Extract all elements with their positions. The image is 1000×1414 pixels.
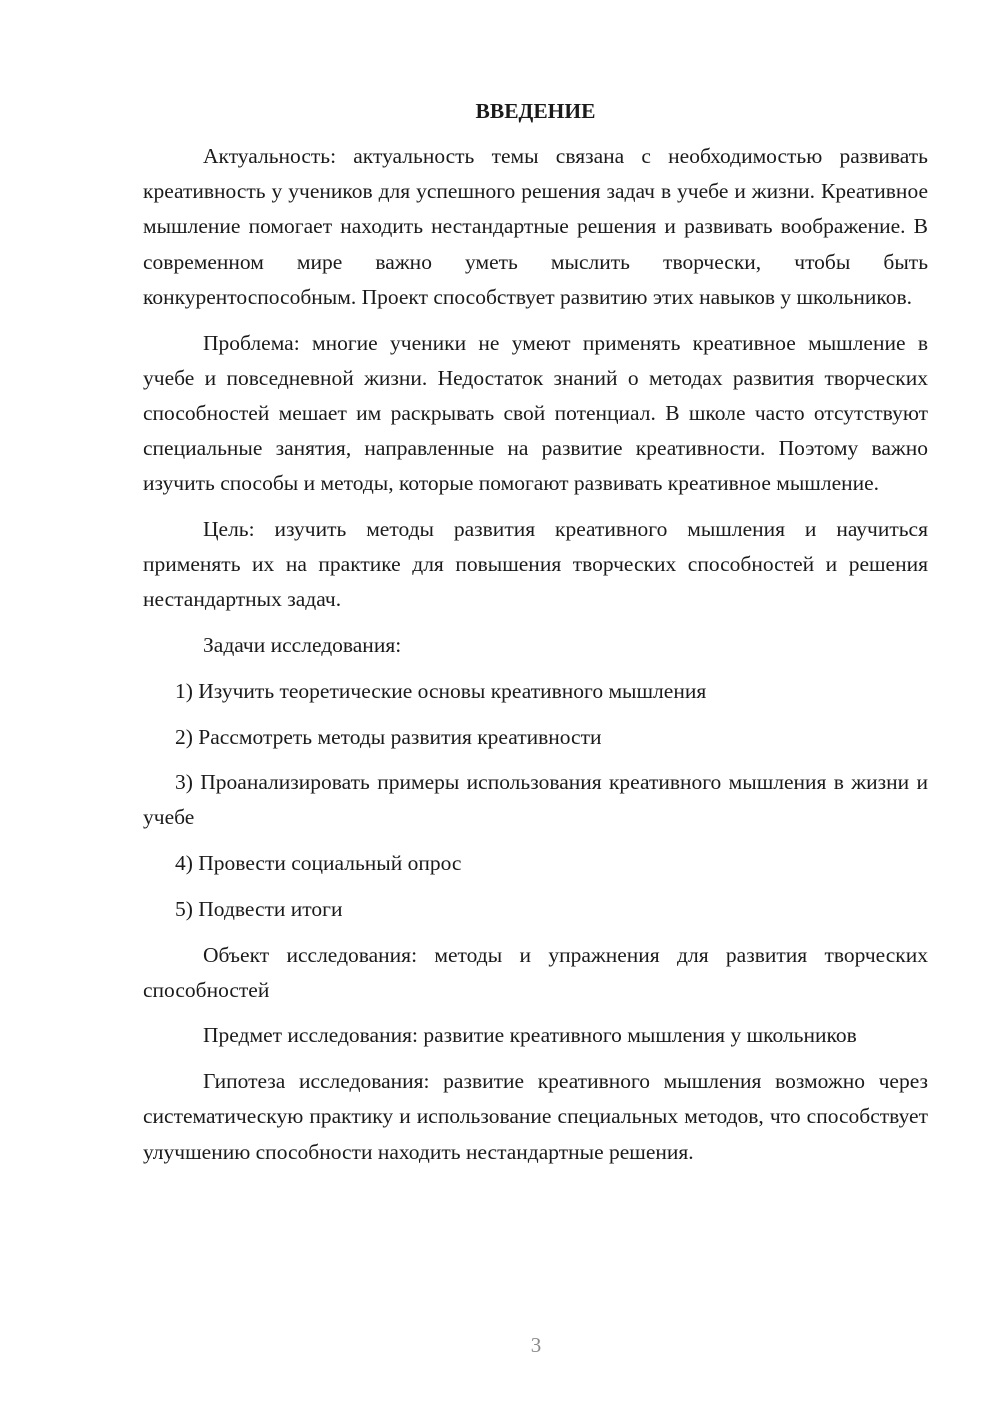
hypothesis-paragraph: Гипотеза исследования: развитие креативного мышления возможно через систематическую практику и использование специальных методов, что способствует улучшению способности находить нестандартные решения. bbox=[143, 1069, 928, 1164]
goal-paragraph: Цель: изучить методы развития креативного мышления и научиться применять их на практике для повышения творческих способностей и решения нестандартных задач. bbox=[143, 517, 928, 612]
task-item: 1) Изучить теоретические основы креативного мышления bbox=[175, 678, 707, 703]
relevance-paragraph: Актуальность: актуальность темы связана с необходимостью развивать креативность у учеников для успешного решения задач в учебе и жизни. Креативное мышление помогает находить нестандартные решения и развивать воображение. В современном мире важно уметь мыслить творчески, чтобы быть конкурентоспособным. Проект способствует развитию этих навыков у школьников. bbox=[143, 144, 928, 309]
task-item: 4) Провести социальный опрос bbox=[175, 851, 462, 876]
task-item: 5) Подвести итоги bbox=[175, 896, 343, 921]
object-paragraph: Объект исследования: методы и упражнения для развития творческих способностей bbox=[143, 942, 928, 1002]
page-content bbox=[143, 94, 928, 1180]
problem-paragraph: Проблема: многие ученики не умеют применять креативное мышление в учебе и повседневной жизни. Недостаток знаний о методах развития творческих способностей мешает им раскрывать свой потенциал. В школе часто отсутствуют специальные занятия, направленные на развитие креативности. Поэтому важно изучить способы и методы, которые помогают развивать креативное мышление. bbox=[143, 330, 928, 496]
task-item: 2) Рассмотреть методы развития креативности bbox=[175, 724, 602, 749]
tasks-heading: Задачи исследования: bbox=[203, 633, 402, 658]
section-title: ВВЕДЕНИЕ bbox=[475, 99, 596, 123]
page-number: 3 bbox=[530, 1333, 542, 1357]
subject-paragraph: Предмет исследования: развитие креативного мышления у школьников bbox=[203, 1023, 857, 1048]
task-item: 3) Проанализировать примеры использования креативного мышления в жизни и учебе bbox=[143, 770, 928, 830]
